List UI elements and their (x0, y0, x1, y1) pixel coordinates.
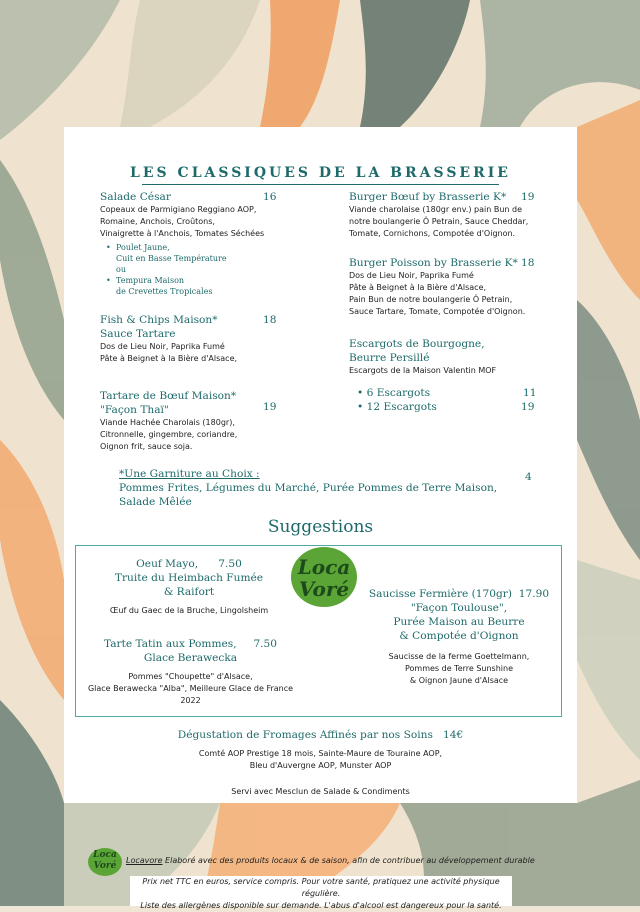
item-desc: Pâte à Beignet à la Bière d'Alsace, (349, 283, 487, 292)
menu-item-tartare (100, 389, 270, 453)
item-desc: Pain Bun de notre boulangerie Ô Petrain, (349, 295, 513, 304)
item-price: 19 (521, 191, 535, 203)
fromages-desc: Servi avec Mesclun de Salade & Condiments (231, 787, 410, 796)
option-6: • 6 Escargots (357, 387, 431, 399)
item-desc: Pommes de Terre Sunshine (404, 664, 514, 673)
item-desc: Vinaigrette à l'Anchois, Tomates Séchées (100, 229, 265, 238)
legal-line: Prix net TTC en euros, service compris. Pour votre santé, pratiquez une activité physique régulière. (142, 877, 500, 898)
suggestions-title: Suggestions (267, 517, 374, 537)
item-name: Saucisse Fermière (170gr) 17.90 (368, 588, 550, 600)
item-name-4: & Compotée d'Oignon (399, 630, 519, 642)
fromages-desc: Bleu d'Auvergne AOP, Munster AOP (249, 761, 392, 770)
menu-item-burger-boeuf (349, 190, 529, 240)
locavore-logo: Loca Voré (291, 547, 357, 607)
item-price: 19 (521, 401, 535, 413)
option-item: • Poulet Jaune, Cuit en Basse Température ou (116, 242, 270, 275)
item-name: Salade César (100, 191, 171, 203)
option-item: • Tempura Maison de Crevettes Tropicales (116, 275, 270, 297)
item-desc: Tomate, Cornichons, Compotée d'Oignon. (349, 229, 516, 238)
item-name: Tarte Tatin aux Pommes, 7.50 (103, 638, 278, 650)
menu-item-escargots (349, 337, 539, 377)
fromages (64, 728, 577, 798)
item-name-2: "Façon Toulouse", (410, 602, 508, 614)
item-desc: Viande charolaise (180gr env.) pain Bun de (349, 205, 522, 214)
item-price: 16 (263, 191, 277, 203)
item-price: 18 (263, 314, 277, 326)
garniture-price: 4 (525, 471, 532, 483)
locavore-note: Locavore Elaboré avec des produits locaux & de saison, afin de contribuer au développement durable (126, 856, 535, 865)
garniture-text: Salade Mêlée (119, 496, 192, 508)
item-name: Tartare de Bœuf Maison* (100, 390, 237, 402)
item-desc: Dos de Lieu Noir, Paprika Fumé (349, 271, 474, 280)
item-desc: Viande Hachée Charolais (180gr), (100, 418, 235, 427)
item-desc: Escargots de la Maison Valentin MOF (349, 366, 497, 375)
item-price: 11 (523, 387, 537, 399)
suggestion-saucisse (364, 587, 554, 687)
item-name: Burger Poisson by Brasserie K* (349, 257, 518, 269)
item-desc: Sauce Tartare, Tomate, Compotée d'Oignon. (349, 307, 526, 316)
garniture (119, 467, 519, 509)
item-name-2: "Façon Thaï" (100, 404, 169, 416)
suggestion-oeuf (94, 557, 284, 617)
menu-item-fish (100, 313, 270, 365)
item-desc: Dos de Lieu Noir, Paprika Fumé (100, 342, 225, 351)
item-name: Fish & Chips Maison* (100, 314, 218, 326)
item-desc: Oignon frit, sauce soja. (100, 442, 193, 451)
escargot-options (357, 386, 537, 414)
option-list (100, 242, 270, 297)
item-desc: Saucisse de la ferme Goettelmann, (388, 652, 530, 661)
legal-notice (130, 876, 512, 910)
option-12: • 12 Escargots (357, 401, 437, 413)
item-desc: Citronnelle, gingembre, coriandre, (100, 430, 238, 439)
title-underline (142, 184, 499, 185)
item-desc: Œuf du Gaec de la Bruche, Lingolsheim (109, 606, 269, 615)
garniture-text: Pommes Frites, Légumes du Marché, Purée Pommes de Terre Maison, (119, 482, 498, 494)
item-price: 19 (263, 401, 277, 413)
item-desc: Copeaux de Parmigiano Reggiano AOP, (100, 205, 257, 214)
item-name-2: Beurre Persillé (349, 352, 430, 364)
item-name: Oeuf Mayo, 7.50 (136, 558, 242, 570)
suggestion-tarte (78, 637, 303, 707)
item-name-2: Glace Berawecka (143, 652, 238, 664)
item-name-2: Sauce Tartare (100, 328, 176, 340)
section-title: LES CLASSIQUES DE LA BRASSERIE (130, 165, 511, 181)
item-desc: Glace Berawecka "Alba", Meilleure Glace de France 2022 (87, 684, 294, 705)
fromages-desc: Comté AOP Prestige 18 mois, Sainte-Maure de Touraine AOP, (198, 749, 443, 758)
item-desc: Pâte à Beignet à la Bière d'Alsace, (100, 354, 238, 363)
item-desc: & Oignon Jaune d'Alsace (409, 676, 509, 685)
menu-item-burger-poisson (349, 256, 529, 318)
item-name-3: Purée Maison au Beurre (393, 616, 525, 628)
garniture-label: *Une Garniture au Choix : (119, 468, 260, 480)
item-desc: notre boulangerie Ô Petrain, Sauce Cheddar, (349, 217, 529, 226)
legal-line: Liste des allergènes disponible sur demande. L'abus d'alcool est dangereux pour la santé. (140, 901, 502, 910)
item-desc: Romaine, Anchois, Croûtons, (100, 217, 215, 226)
fromages-title: Dégustation de Fromages Affinés par nos Soins 14€ (177, 729, 464, 741)
item-desc: Pommes "Choupette" d'Alsace, (128, 672, 253, 681)
menu-item-salade (100, 190, 270, 297)
item-price: 18 (521, 257, 535, 269)
locavore-footer-logo: Loca Voré (88, 848, 122, 876)
item-name-2: Truite du Heimbach Fumée (114, 572, 264, 584)
item-name-3: & Raifort (163, 586, 215, 598)
menu-card (64, 127, 577, 803)
item-name: Burger Bœuf by Brasserie K* (349, 191, 507, 203)
item-name: Escargots de Bourgogne, (349, 338, 485, 350)
